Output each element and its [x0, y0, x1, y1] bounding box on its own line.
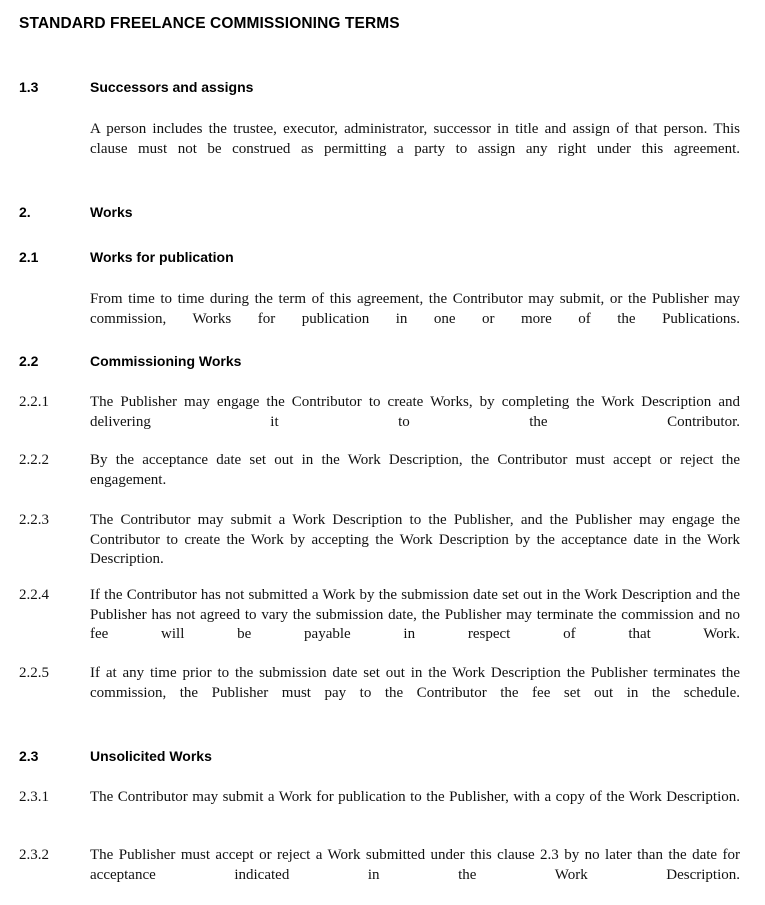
section-heading-label: Commissioning Works	[90, 353, 242, 369]
clause-number: 2.2.2	[19, 452, 49, 468]
document-title: STANDARD FREELANCE COMMISSIONING TERMS	[19, 15, 400, 32]
clause-paragraph	[19, 393, 740, 452]
clause-number: 2.2.4	[19, 587, 49, 603]
clause-number: 2.2	[19, 353, 39, 369]
clause-paragraph	[19, 664, 740, 723]
section-heading	[19, 747, 740, 765]
clause-number: 2.2.3	[19, 512, 49, 528]
section-heading	[19, 248, 740, 266]
clause-paragraph	[19, 511, 740, 589]
clause-number: 2.2.1	[19, 394, 49, 410]
clause-number: 2.2.5	[19, 665, 49, 681]
section-heading	[19, 203, 740, 221]
section-heading	[19, 352, 740, 370]
clause-text: The Publisher must accept or reject a Work submitted under this clause 2.3 by no later than the date for acceptance indicated in the Work Description.	[90, 847, 740, 883]
clause-number: 2.3.1	[19, 789, 49, 805]
clause-paragraph	[19, 451, 740, 510]
clause-number: 2.1	[19, 249, 39, 265]
clause-number: 2.3	[19, 748, 39, 764]
section-heading-label: Successors and assigns	[90, 79, 254, 95]
clause-number: 1.3	[19, 79, 39, 95]
section-heading-label: Works for publication	[90, 249, 234, 265]
clause-text: The Contributor may submit a Work for publication to the Publisher, with a copy of the Work Description.	[90, 789, 740, 805]
section-heading	[19, 78, 740, 96]
clause-text: By the acceptance date set out in the Work Description, the Contributor must accept or reject the engagement.	[90, 452, 740, 488]
clause-text: The Publisher may engage the Contributor to create Works, by completing the Work Description and delivering it to the Contributor.	[90, 394, 740, 430]
clause-text: If the Contributor has not submitted a Work by the submission date set out in the Work Description and the Publisher has not agreed to vary the submission date, the Publisher may terminate the commission and no fee will be payable in respect of that Work.	[90, 587, 740, 642]
clause-number: 2.3.2	[19, 847, 49, 863]
clause-paragraph	[19, 120, 740, 179]
section-heading-label: Works	[90, 204, 133, 220]
clause-paragraph	[19, 788, 740, 827]
clause-text: A person includes the trustee, executor, administrator, successor in title and assign of that person. This clause must not be construed as permitting a party to assign any right under this agreement.	[90, 121, 740, 157]
clause-text: If at any time prior to the submission date set out in the Work Description the Publisher terminates the commission, the Publisher must pay to the Contributor the fee set out in the schedule.	[90, 665, 740, 701]
clause-text: From time to time during the term of this agreement, the Contributor may submit, or the Publisher may commission, Works for publication in one or more of the Publications.	[90, 291, 740, 327]
section-heading-label: Unsolicited Works	[90, 748, 212, 764]
clause-paragraph	[19, 846, 740, 905]
clause-paragraph	[19, 586, 740, 664]
clause-paragraph	[19, 290, 740, 349]
clause-text: The Contributor may submit a Work Description to the Publisher, and the Publisher may engage the Contributor to create the Work by accepting the Work Description by the acceptance date in the Work Description.	[90, 512, 740, 567]
clause-number: 2.	[19, 204, 31, 220]
